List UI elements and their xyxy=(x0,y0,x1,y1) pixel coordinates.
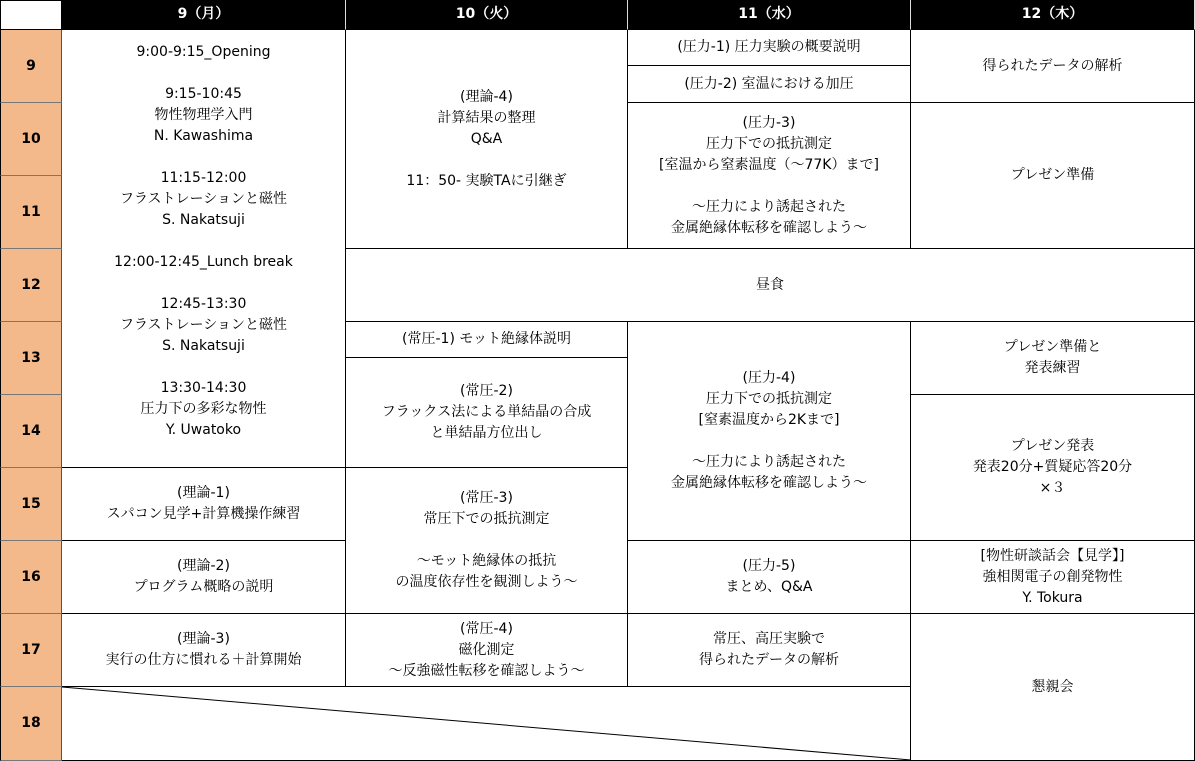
tue-normal-1: (常圧-1) モット絶縁体説明 xyxy=(346,322,628,358)
hour-10: 10 xyxy=(0,103,62,176)
tue-normal-2: (常圧-2) フラックス法による単結晶の合成 と単結晶方位出し xyxy=(346,358,628,468)
thu-prep: プレゼン準備 xyxy=(911,103,1195,249)
thu-presentation: プレゼン発表 発表20分+質疑応答20分 ×３ xyxy=(911,395,1195,541)
thu-seminar: [物性研談話会【見学】] 強相関電子の創発物性 Y. Tokura xyxy=(911,541,1195,614)
day-header-wed: 11（水） xyxy=(628,0,911,30)
tue-theory-4: (理論-4) 計算結果の整理 Q&A 11：50- 実験TAに引継ぎ xyxy=(346,30,628,249)
wed-pressure-4: (圧力-4) 圧力下での抵抗測定 [窒素温度から2Kまで] ～圧力により誘起された 金属絶縁体転移を確認しよう～ xyxy=(628,322,911,541)
wed-analysis: 常圧、高圧実験で 得られたデータの解析 xyxy=(628,614,911,687)
corner-cell xyxy=(0,0,62,30)
hour-17: 17 xyxy=(0,614,62,687)
mon-theory-1: (理論-1) スパコン見学+計算機操作練習 xyxy=(62,468,346,541)
tue-normal-3: (常圧-3) 常圧下での抵抗測定 ～モット絶縁体の抵抗 の温度依存性を観測しよう～ xyxy=(346,468,628,614)
hour-12: 12 xyxy=(0,249,62,322)
wed-pressure-1: (圧力-1) 圧力実験の概要説明 xyxy=(628,30,911,66)
mon-theory-3: (理論-3) 実行の仕方に慣れる＋計算開始 xyxy=(62,614,346,687)
hour-18: 18 xyxy=(0,687,62,761)
hour-15: 15 xyxy=(0,468,62,541)
hour-13: 13 xyxy=(0,322,62,395)
mon-lectures: 9:00-9:15_Opening 9:15-10:45 物性物理学入門 N. Kawashima 11:15-12:00 フラストレーションと磁性 S. Nakatsuji 12:00-12:45_Lunch break 12:45-13:30 フラストレーションと磁性 S. Nakatsuji 13:30-14:30 圧力下の多彩な物性 Y. Uwatoko xyxy=(62,30,346,468)
hour-14: 14 xyxy=(0,395,62,468)
thu-prep-practice: プレゼン準備と 発表練習 xyxy=(911,322,1195,395)
hour-9: 9 xyxy=(0,30,62,103)
day-header-tue: 10（火） xyxy=(346,0,628,30)
day-header-mon: 9（月） xyxy=(62,0,346,30)
lunch-cell: 昼食 xyxy=(346,249,1195,322)
thu-analysis: 得られたデータの解析 xyxy=(911,30,1195,103)
wed-pressure-3: (圧力-3) 圧力下での抵抗測定 [室温から窒素温度（～77K）まで] ～圧力により誘起された 金属絶縁体転移を確認しよう～ xyxy=(628,103,911,249)
mon-theory-2: (理論-2) プログラム概略の説明 xyxy=(62,541,346,614)
wed-pressure-5: (圧力-5) まとめ、Q&A xyxy=(628,541,911,614)
hour-16: 16 xyxy=(0,541,62,614)
wed-pressure-2: (圧力-2) 室温における加圧 xyxy=(628,66,911,103)
hour-11: 11 xyxy=(0,176,62,249)
day-header-thu: 12（木） xyxy=(911,0,1195,30)
tue-normal-4: (常圧-4) 磁化測定 ～反強磁性転移を確認しよう～ xyxy=(346,614,628,687)
thu-party: 懇親会 xyxy=(911,614,1195,761)
empty-slot xyxy=(62,687,911,761)
